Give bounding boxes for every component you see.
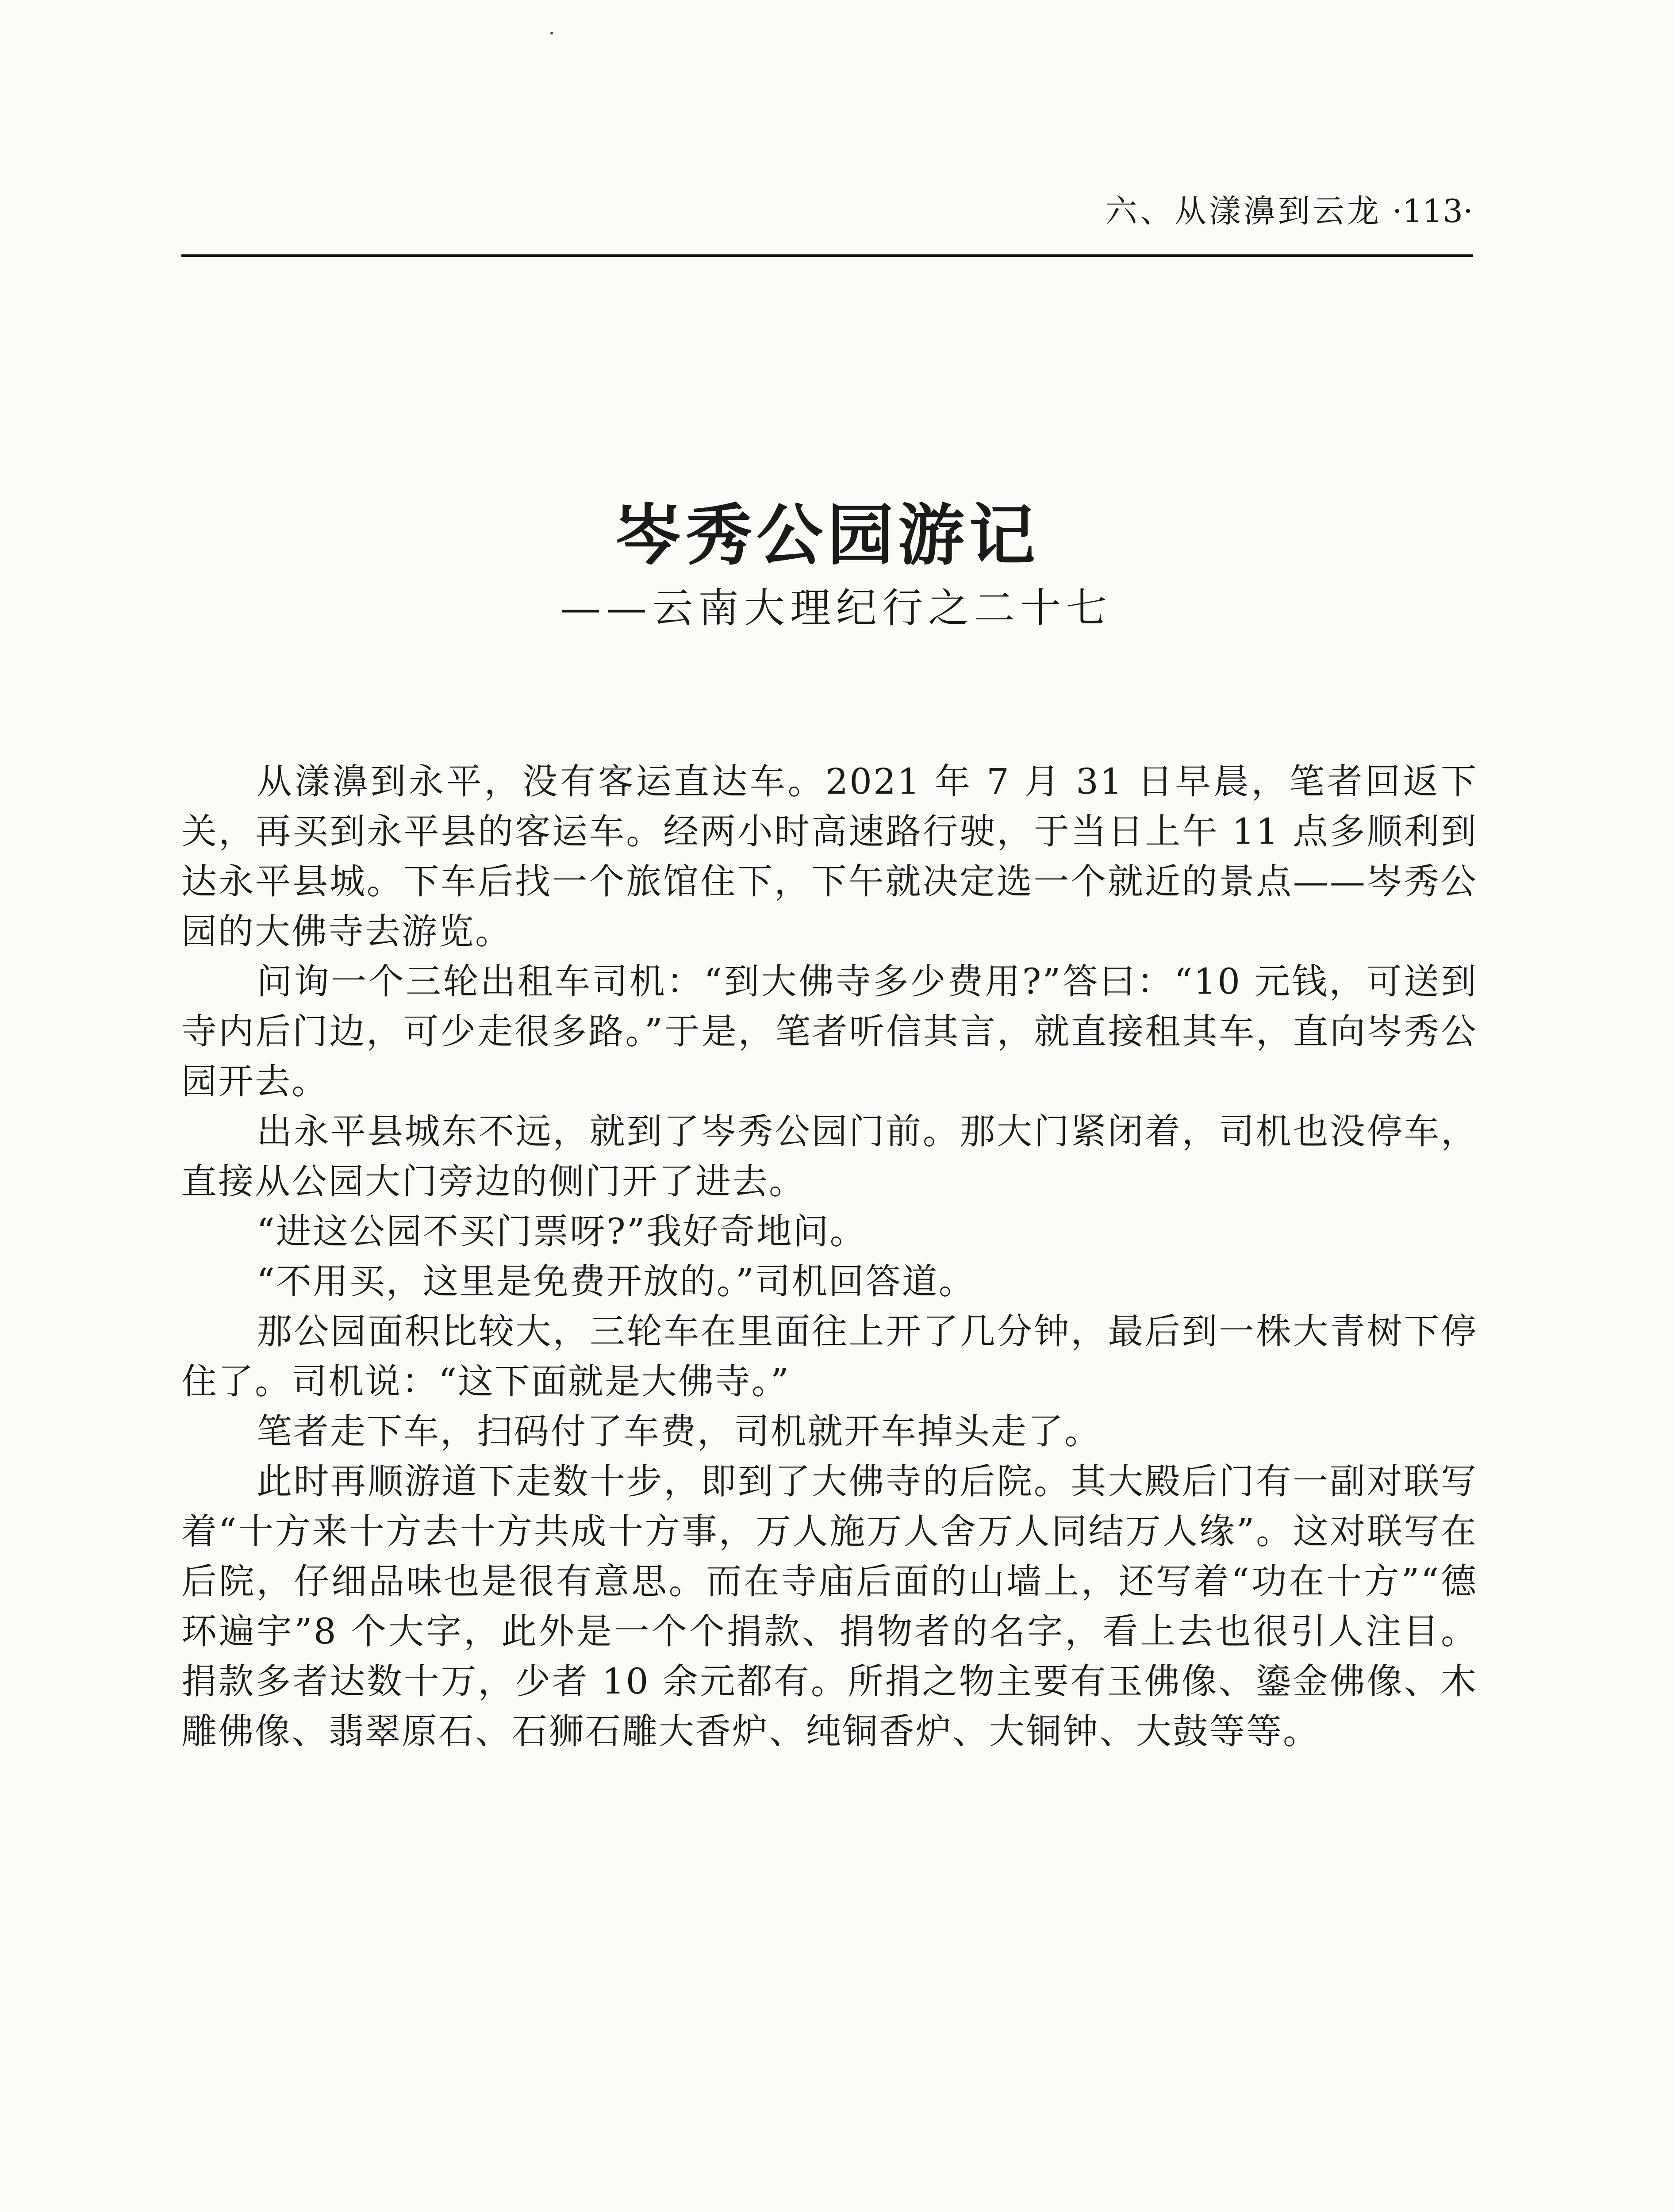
running-header bbox=[181, 190, 1473, 232]
chapter-title: 六、从漾濞到云龙 bbox=[1105, 192, 1382, 230]
scan-speck bbox=[550, 32, 553, 35]
article-body bbox=[181, 757, 1478, 1756]
paragraph: 那公园面积比较大，三轮车在里面往上开了几分钟，最后到一株大青树下停住了。司机说：“这下面就是大佛寺。” bbox=[181, 1311, 1478, 1402]
paragraph: 此时再顺游道下走数十步，即到了大佛寺的后院。其大殿后门有一副对联写着“十方来十方去十方共成十方事，万人施万人舍万人同结万人缘”。这对联写在后院，仔细品味也是很有意思。而在寺庙后面的山墙上，还写着“功在十方”“德环遍宇”8 个大字，此外是一个个捐款、捐物者的名字，看上去也很引人注目。捐款多者达数十万，少者 10 余元都有。所捐之物主要有玉佛像、鎏金佛像、木雕佛像、翡翠原石、石狮石雕大香炉、纯铜香炉、大铜钟、大鼓等等。 bbox=[181, 1461, 1478, 1752]
paragraph: 问询一个三轮出租车司机：“到大佛寺多少费用?”答曰：“10 元钱，可送到寺内后门边，可少走很多路。”于是，笔者听信其言，就直接租其车，直向岑秀公园开去。 bbox=[181, 961, 1478, 1102]
paragraph: 笔者走下车，扫码付了车费，司机就开车掉头走了。 bbox=[257, 1411, 1101, 1452]
article-title: 岑秀公园游记 bbox=[614, 496, 1040, 574]
paragraph: “不用买，这里是免费开放的。”司机回答道。 bbox=[257, 1261, 975, 1302]
header-rule bbox=[181, 254, 1473, 257]
paragraph: 从漾濞到永平，没有客运直达车。2021 年 7 月 31 日早晨，笔者回返下关，再买到永平县的客运车。经两小时高速路行驶，于当日上午 11 点多顺利到达永平县城。下车后找一个旅馆住下，下午就决定选一个就近的景点——岑秀公园的大佛寺去游览。 bbox=[181, 761, 1478, 952]
page-number: ·113· bbox=[1392, 192, 1473, 230]
paragraph: 出永平县城东不远，就到了岑秀公园门前。那大门紧闭着，司机也没停车，直接从公园大门旁边的侧门开了进去。 bbox=[181, 1111, 1478, 1202]
paragraph: “进这公园不买门票呀?”我好奇地问。 bbox=[257, 1211, 867, 1252]
article-subtitle: ——云南大理纪行之二十七 bbox=[560, 584, 1112, 632]
